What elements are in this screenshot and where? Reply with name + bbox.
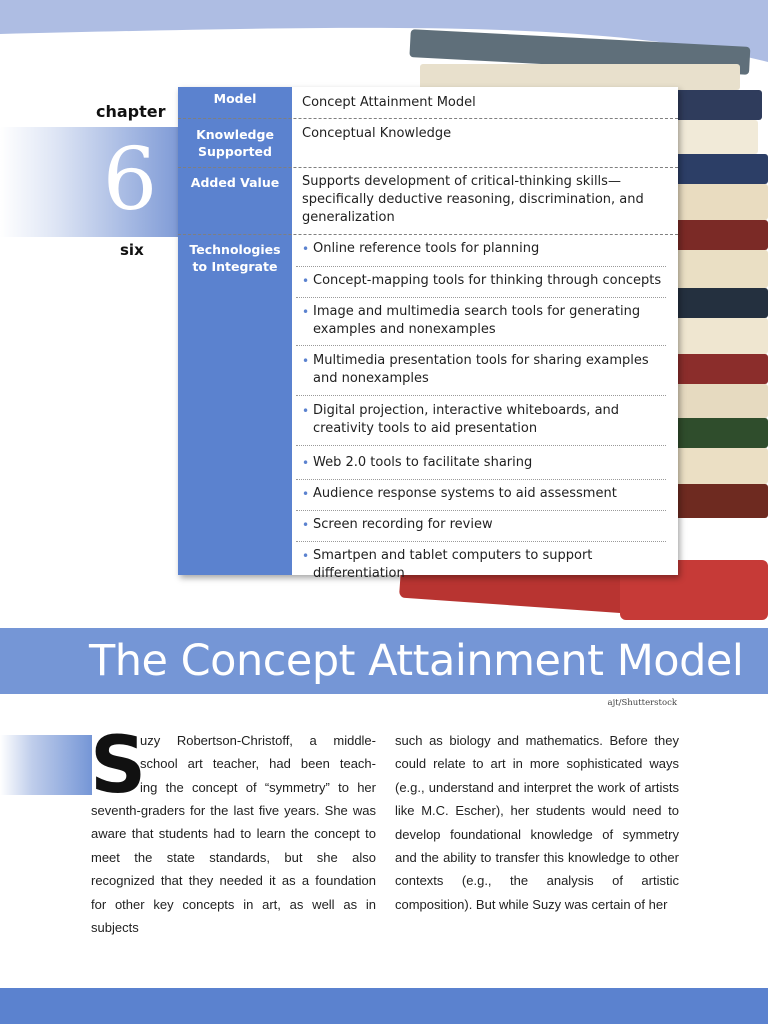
body-column-2 (395, 729, 679, 916)
tech-list-item: • Concept-mapping tools for thinking through concepts (302, 273, 662, 288)
tech-list-item: • Web 2.0 tools to facilitate sharing (302, 455, 533, 470)
list-separator (296, 345, 666, 346)
bullet-icon: • (302, 518, 310, 532)
list-separator (296, 266, 666, 267)
list-separator (296, 445, 666, 446)
chapter-label: chapter (96, 102, 166, 121)
chapter-title: The Concept Attainment Model (89, 636, 744, 686)
body-column-1-intro (140, 729, 376, 799)
tech-list-item: • Audience response systems to aid assessment (302, 486, 617, 501)
table-separator (178, 118, 678, 119)
tech-list-item: • Smartpen and tablet computers to support differentiation (302, 548, 593, 581)
drop-cap: S (90, 721, 147, 811)
bullet-icon: • (302, 549, 310, 563)
photo-credit: ajt/Shutterstock (607, 698, 677, 708)
model-summary-table (178, 87, 678, 581)
row-label-technologies: Technologies to Integrate (189, 242, 281, 274)
row-label-added-value: Added Value (190, 175, 280, 190)
bullet-icon: • (302, 487, 310, 501)
row-value-model: Concept Attainment Model (302, 95, 476, 110)
chapter-number: 6 (102, 130, 158, 230)
body-column-1 (91, 799, 376, 939)
body-line: uzy Robertson-Christoff, a middle- (140, 733, 376, 748)
tech-list-item: • Multimedia presentation tools for sharing examples and nonexamples (302, 353, 649, 386)
footer-band (0, 988, 768, 1024)
bullet-icon: • (302, 242, 310, 256)
table-separator (178, 234, 678, 235)
row-value-added-value: Supports development of critical-thinking skills—specifically deductive reasoning, discrimination, and generalization (302, 174, 644, 225)
bullet-icon: • (302, 305, 310, 319)
body-line: ing the concept of “symmetry” to her (140, 779, 376, 795)
body-paragraph: seventh-graders for the last five years. She was aware that students had to learn the concept to meet the state standards, but she also recognized that they needed it as a foundation for other key concepts in art, as well as in subjects (91, 803, 376, 936)
tech-list-item: • Digital projection, interactive whiteboards, and creativity tools to aid presentation (302, 403, 620, 436)
body-paragraph: such as biology and mathematics. Before they could relate to art in more sophisticated ways (e.g., understand and interpret the work of artists like M.C. Escher), her students would need to develop foundational knowledge of symmetry and the ability to transfer this knowledge to other contexts (e.g., the analysis of artistic composition). But while Suzy was certain of her (395, 733, 679, 912)
list-separator (296, 297, 666, 298)
list-separator (296, 510, 666, 511)
list-separator (296, 479, 666, 480)
bullet-icon: • (302, 354, 310, 368)
bullet-icon: • (302, 404, 310, 418)
row-label-knowledge: Knowledge Supported (196, 127, 274, 159)
tech-list-item: • Image and multimedia search tools for generating examples and nonexamples (302, 304, 641, 337)
tech-list-item: • Online reference tools for planning (302, 241, 540, 256)
body-line: school art teacher, had been teach- (140, 756, 376, 772)
row-value-knowledge: Conceptual Knowledge (302, 126, 452, 141)
table-label-column (178, 87, 292, 575)
table-separator (178, 167, 678, 168)
row-label-model: Model (213, 91, 257, 106)
drop-cap-band (0, 735, 92, 795)
list-separator (296, 395, 666, 396)
tech-list-item: • Screen recording for review (302, 517, 493, 532)
list-separator (296, 541, 666, 542)
bullet-icon: • (302, 274, 310, 288)
chapter-word: six (120, 241, 144, 259)
bullet-icon: • (302, 456, 310, 470)
